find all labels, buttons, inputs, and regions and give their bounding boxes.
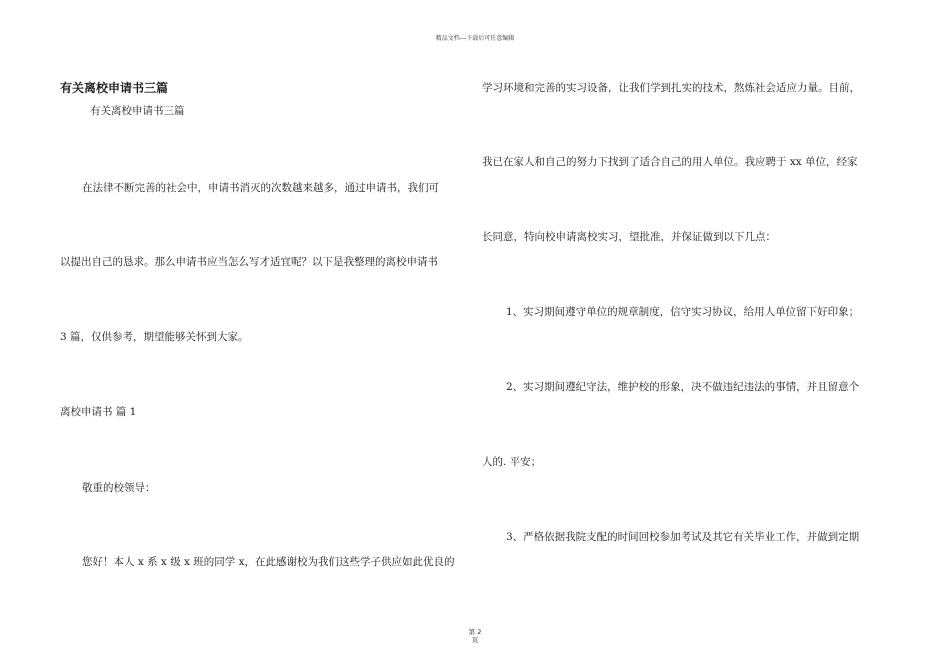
page-header: 精品文档---下载后可任意编辑 <box>435 35 515 42</box>
paragraph-line: 以提出自己的恳求。那么申请书应当怎么写才适宜呢？以下是我整理的离校申请书 <box>60 256 438 268</box>
subtitle-line: 有关离校申请书三篇 <box>90 105 185 117</box>
document-title: 有关离校申请书三篇 <box>60 81 169 95</box>
paragraph-line: 我已在家人和自己的努力下找到了适合自己的用人单位。我应聘于 xx 单位，经家 <box>482 156 858 168</box>
list-item: 3、严格依据我院支配的时间回校参加考试及其它有关毕业工作，并做到定期 <box>506 531 860 543</box>
list-item: 2、实习期间遵纪守法，维护校的形象，决不做违纪违法的事情，并且留意个 <box>506 381 860 393</box>
section-heading: 离校申请书 篇 1 <box>60 406 137 418</box>
paragraph-line: 人的. 平安； <box>482 456 542 468</box>
paragraph-line: 您好！本人 x 系 x 级 x 班的同学 x，在此感谢校为我们这些学子供应如此优良的 <box>82 556 455 568</box>
paragraph-line: 学习环境和完善的实习设备，让我们学到扎实的技术，熬炼社会适应力量。目前， <box>482 82 860 94</box>
paragraph-line: 长同意，特向校申请离校实习，望批准，并保证做到以下几点： <box>482 231 776 243</box>
list-item: 1、实习期间遵守单位的规章制度，信守实习协议，给用人单位留下好印象； <box>506 306 860 318</box>
paragraph-line: 3 篇，仅供参考，期望能够关怀到大家。 <box>60 331 249 343</box>
page-number-suffix: 页 <box>471 636 479 644</box>
page-number: 第 2 <box>468 628 482 636</box>
paragraph-line: 在法律不断完善的社会中，申请书消灭的次数越来越多，通过申请书，我们可 <box>82 182 439 194</box>
salutation-line: 敬重的校领导： <box>82 482 156 494</box>
